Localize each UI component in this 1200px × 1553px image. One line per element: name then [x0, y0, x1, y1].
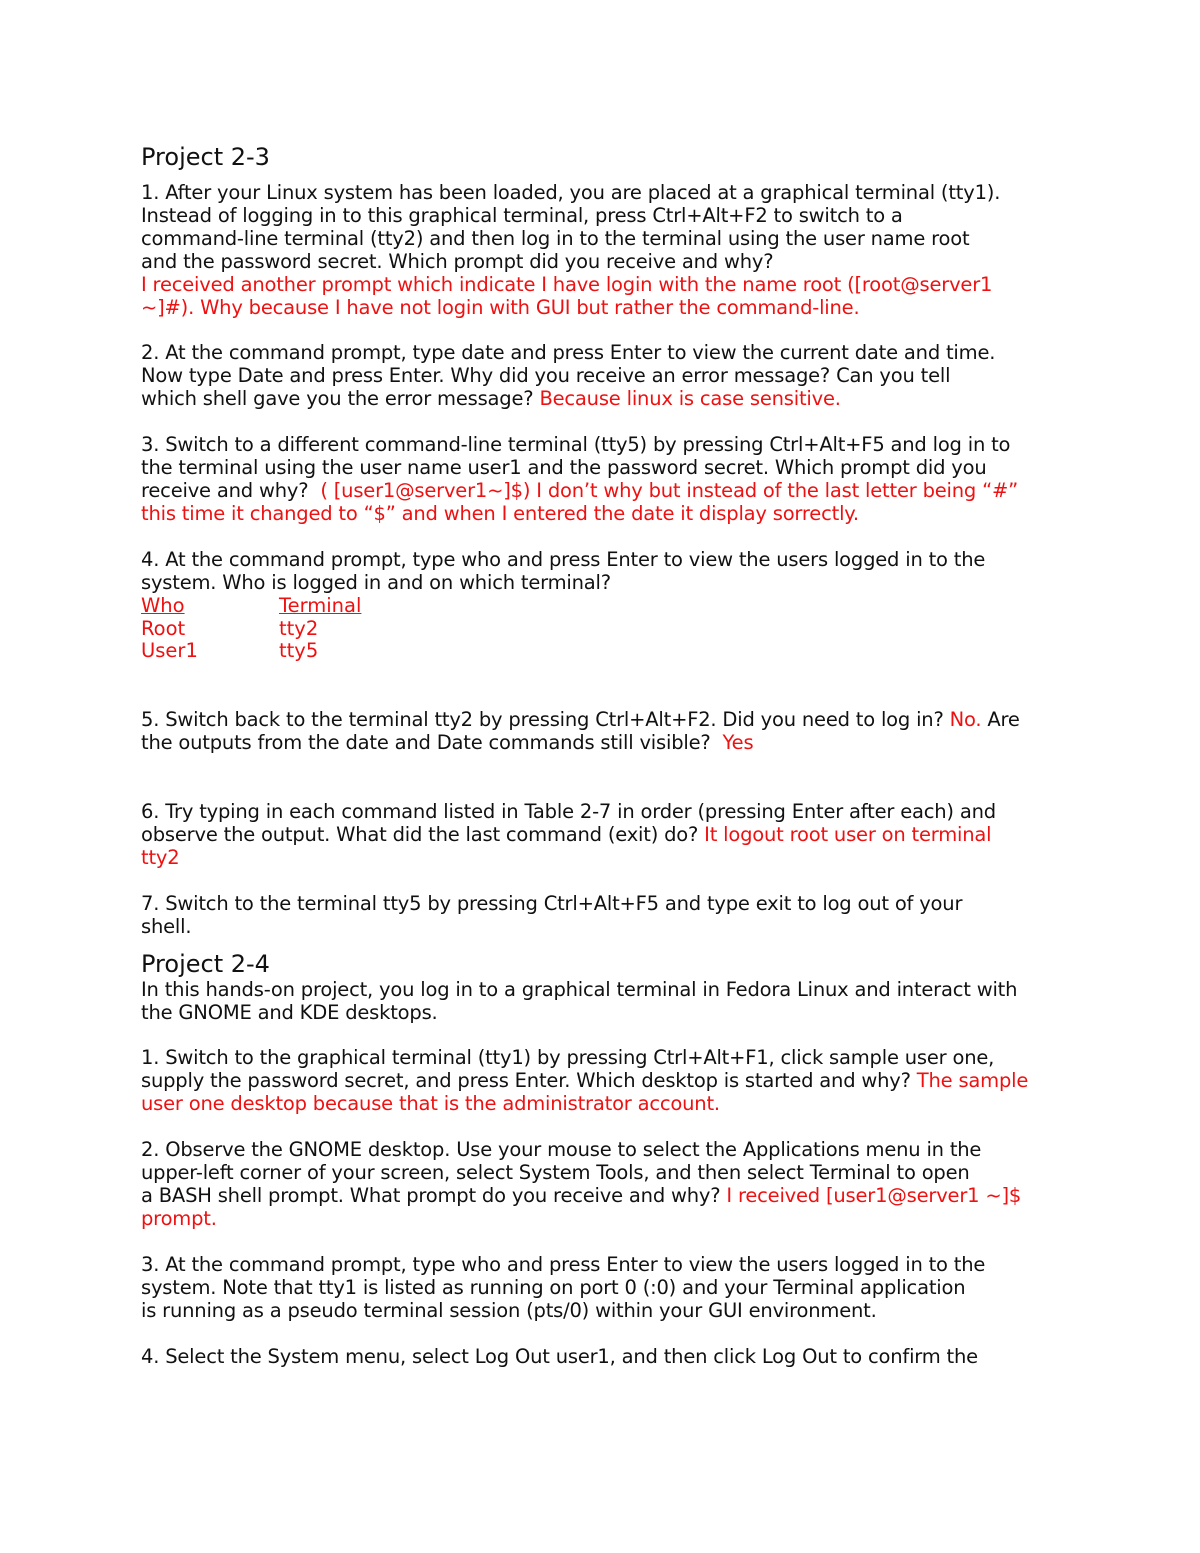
question-text: command-line terminal (tty2) and then log in to the terminal using the user name root [141, 226, 970, 250]
question-text: a BASH shell prompt. What prompt do you receive and why? [141, 1184, 727, 1207]
p24-question-3 [141, 1254, 1060, 1323]
table-header-who: Who [141, 593, 185, 617]
question-text: 7. Switch to the terminal tty5 by pressing Ctrl+Alt+F5 and type exit to log out of your [141, 891, 963, 915]
question-text: 1. After your Linux system has been loaded, you are placed at a graphical terminal (tty1). [141, 181, 1001, 204]
question-text: shell. [141, 914, 192, 938]
question-text: upper-left corner of your screen, select System Tools, and then select Terminal to open [141, 1161, 970, 1185]
question-3 [141, 434, 1060, 526]
table-header-row [141, 595, 1060, 618]
question-line [141, 1070, 1060, 1093]
spacer [141, 939, 1060, 949]
spacer [141, 1231, 1060, 1254]
question-line [141, 732, 1060, 755]
table-cell: tty2 [279, 616, 319, 640]
question-text: Are [981, 708, 1020, 732]
answer-text: Because linux is case sensitive. [539, 387, 841, 411]
spacer [141, 1024, 1060, 1047]
table-row [141, 618, 1060, 641]
p24-question-4 [141, 1346, 1060, 1369]
question-text: 3. Switch to a different command-line terminal (tty5) by pressing Ctrl+Alt+F5 and log in to [141, 433, 1011, 457]
question-text: the outputs from the date and Date commands still visible? [141, 731, 717, 755]
question-line [141, 388, 1060, 411]
question-line [141, 1185, 1060, 1208]
who-terminal-table [141, 595, 1060, 664]
spacer [141, 755, 1060, 801]
question-text: which shell gave you the error message? [141, 387, 540, 411]
intro-text: the GNOME and KDE desktops. [141, 1000, 438, 1024]
spacer [141, 870, 1060, 893]
question-text: system. Note that tty1 is listed as running on port 0 (:0) and your Terminal application [141, 1275, 966, 1299]
question-text: and the password secret. Which prompt did you receive and why? [141, 249, 774, 273]
intro-text: In this hands-on project, you log in to a graphical terminal in Fedora Linux and interact with [141, 977, 1018, 1001]
table-cell: Root [141, 616, 186, 640]
spacer [141, 663, 1060, 709]
question-text: Now type Date and press Enter. Why did you receive an error message? Can you tell [141, 364, 951, 388]
project-2-3-heading: Project 2-3 [141, 143, 270, 171]
question-text: supply the password secret, and press Enter. Which desktop is started and why? [141, 1069, 917, 1093]
spacer [141, 319, 1060, 342]
project-2-4-heading: Project 2-4 [141, 949, 270, 978]
table-row [141, 640, 1060, 663]
question-text: observe the output. What did the last command (exit) do? [141, 823, 705, 847]
question-text: 3. At the command prompt, type who and press Enter to view the users logged in to the [141, 1252, 986, 1276]
answer-text: ( [user1@server1~]$) I don’t why but instead of the last letter being “#” [314, 478, 1019, 502]
question-5 [141, 709, 1060, 755]
answer-text: tty2 [141, 845, 180, 869]
p24-question-2 [141, 1139, 1060, 1231]
question-line [141, 480, 1060, 503]
answer-text: this time it changed to “$” and when I entered the date it display sorrectly. [141, 501, 859, 525]
table-header-terminal: Terminal [279, 593, 362, 617]
spacer [141, 1116, 1060, 1139]
answer-text: user one desktop because that is the administrator account. [141, 1092, 720, 1116]
answer-text: prompt. [141, 1206, 217, 1230]
question-line [141, 824, 1060, 847]
spacer [141, 411, 1060, 434]
question-text: is running as a pseudo terminal session (pts/0) within your GUI environment. [141, 1298, 877, 1322]
project-2-4-intro [141, 979, 1060, 1025]
spacer [141, 1323, 1060, 1346]
question-2 [141, 342, 1060, 411]
answer-text: I received [user1@server1 ~]$ [726, 1184, 1022, 1207]
question-text: 2. Observe the GNOME desktop. Use your mouse to select the Applications menu in the [141, 1138, 982, 1162]
question-4 [141, 549, 1060, 664]
question-1 [141, 182, 1060, 319]
question-text: Instead of logging in to this graphical terminal, press Ctrl+Alt+F2 to switch to a [141, 203, 903, 227]
spacer [141, 526, 1060, 549]
question-line [141, 709, 1060, 732]
answer-text: Yes [716, 731, 754, 755]
table-cell: User1 [141, 639, 198, 663]
answer-text: ~]#). Why because I have not login with GUI but rather the command-line. [141, 295, 860, 319]
question-text: 6. Try typing in each command listed in Table 2-7 in order (pressing Enter after each) and [141, 800, 996, 824]
table-cell: tty5 [279, 639, 319, 663]
question-text: 2. At the command prompt, type date and press Enter to view the current date and time. [141, 341, 996, 365]
question-text: the terminal using the user name user1 and the password secret. Which prompt did you [141, 456, 987, 480]
question-text: 4. At the command prompt, type who and press Enter to view the users logged in to the [141, 547, 986, 571]
question-7 [141, 893, 1060, 939]
question-text: 1. Switch to the graphical terminal (tty1) by pressing Ctrl+Alt+F1, click sample user one, [141, 1046, 995, 1070]
question-text: 4. Select the System menu, select Log Out user1, and then click Log Out to confirm the [141, 1344, 978, 1368]
answer-text: No. [949, 708, 982, 732]
answer-text: The sample [916, 1069, 1029, 1093]
answer-text: I received another prompt which indicate I have login with the name root ([root@server1 [141, 272, 993, 296]
p24-question-1 [141, 1047, 1060, 1116]
question-text: 5. Switch back to the terminal tty2 by pressing Ctrl+Alt+F2. Did you need to log in? [141, 708, 950, 732]
answer-text: It logout root user on terminal [704, 823, 992, 847]
question-text: receive and why? [141, 478, 315, 502]
question-6 [141, 801, 1060, 870]
question-text: system. Who is logged in and on which terminal? [141, 570, 611, 594]
